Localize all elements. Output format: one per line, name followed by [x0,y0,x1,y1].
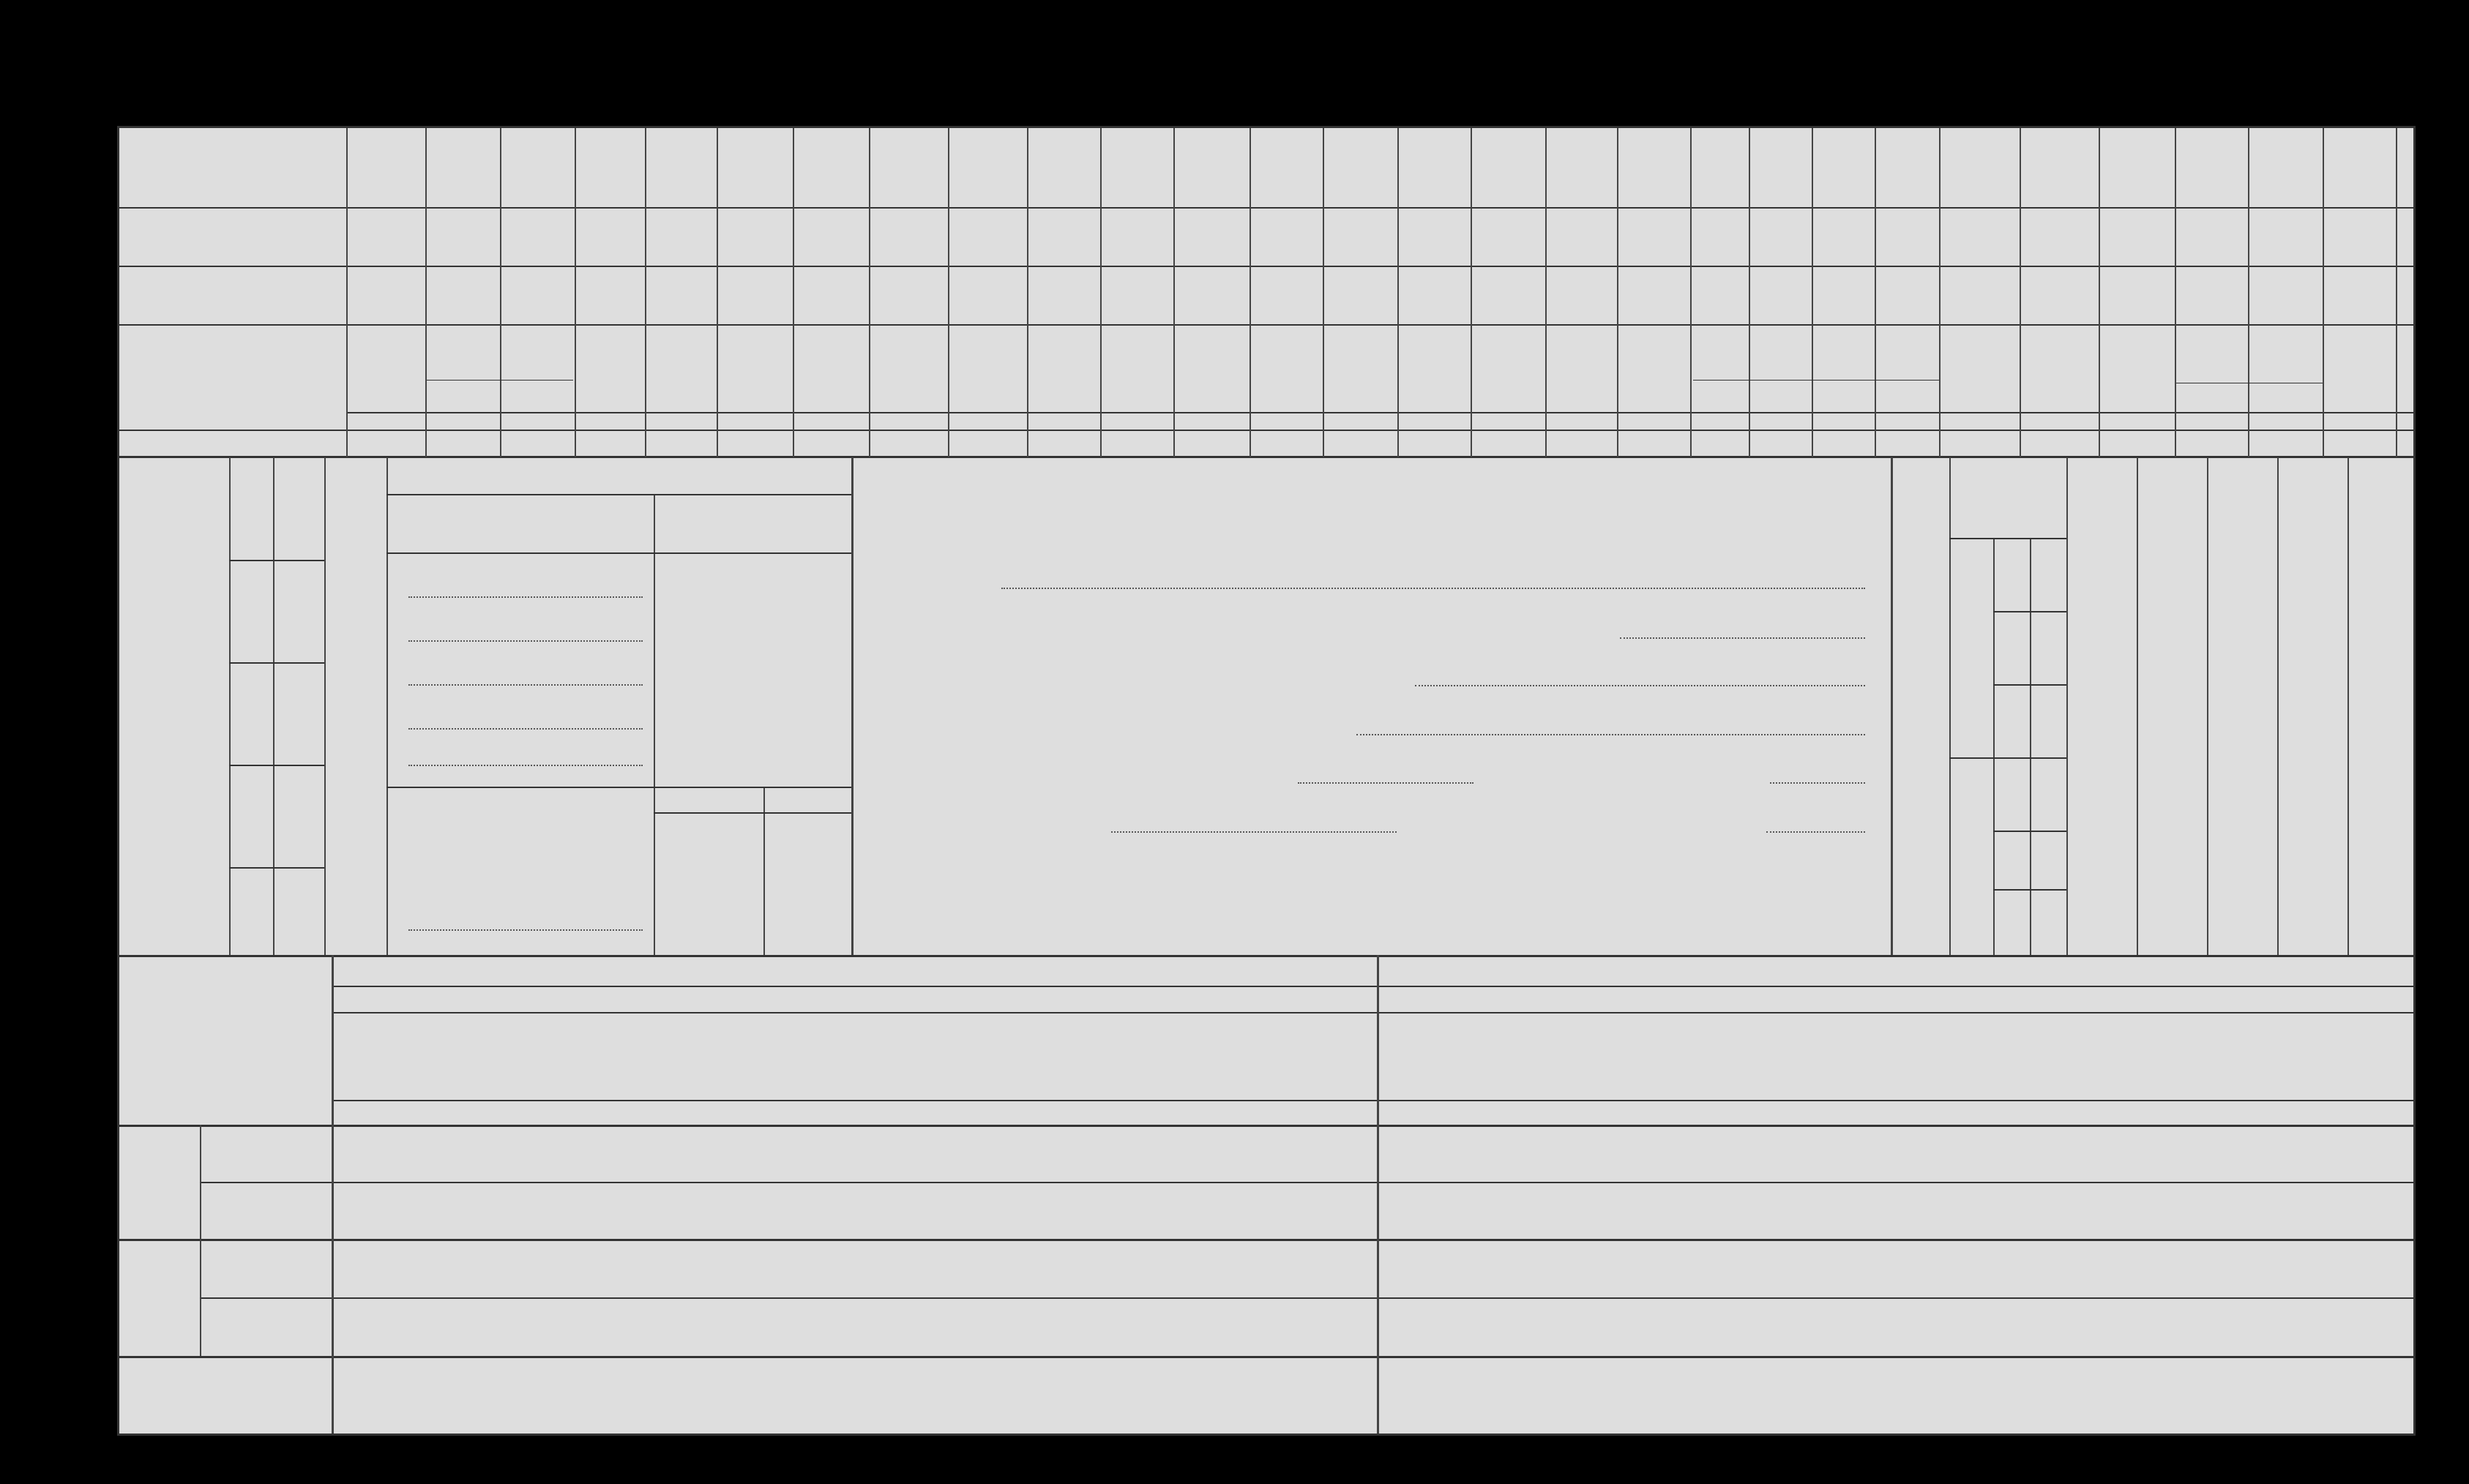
num-136 [2033,772,2063,816]
pop-col-semi-sl-top [2285,479,2340,567]
num-138 [2033,626,2063,670]
num-137 [2033,699,2063,743]
pop-col-sluzh-top [2214,479,2270,567]
census-card [117,126,2416,1436]
num-130 [236,494,266,545]
pop-col-rabochie-bot [2074,860,2129,948]
pop-col-semi-sl-bot [2285,860,2340,948]
label-vsego-women [1997,692,2026,754]
num-132 [236,699,266,750]
label-men [1953,772,1990,940]
pop-col-itogo-top [2355,479,2410,567]
pop-col-semi-rab-top [2144,479,2200,567]
label-itogo-obeih [1997,545,2026,607]
pop-col-itogo-bot [2355,860,2410,948]
label-godovyh [277,472,321,552]
label-podennyh [277,673,321,754]
label-vne-nadel [125,1245,195,1352]
label-women [1953,567,1990,743]
num-133 [236,801,266,852]
pop-col-rabochie-top [2074,479,2129,567]
label-vsego-men [1997,838,2026,885]
label-nadel [125,1131,195,1233]
label-v-tom-women [1997,618,2026,681]
label-srochnyh [277,574,321,655]
population-title [1894,494,1946,918]
pop-col-sluzh-bot [2214,860,2270,948]
num-131 [236,596,266,648]
label-v-tom-men [1997,765,2026,827]
num-139 [2033,552,2063,596]
pop-col-semi-rab-bot [2144,860,2200,948]
num-134 [236,889,266,940]
num-135 [2033,845,2063,889]
label-sdelnyh [277,776,321,856]
label-hired-workers [332,494,383,904]
